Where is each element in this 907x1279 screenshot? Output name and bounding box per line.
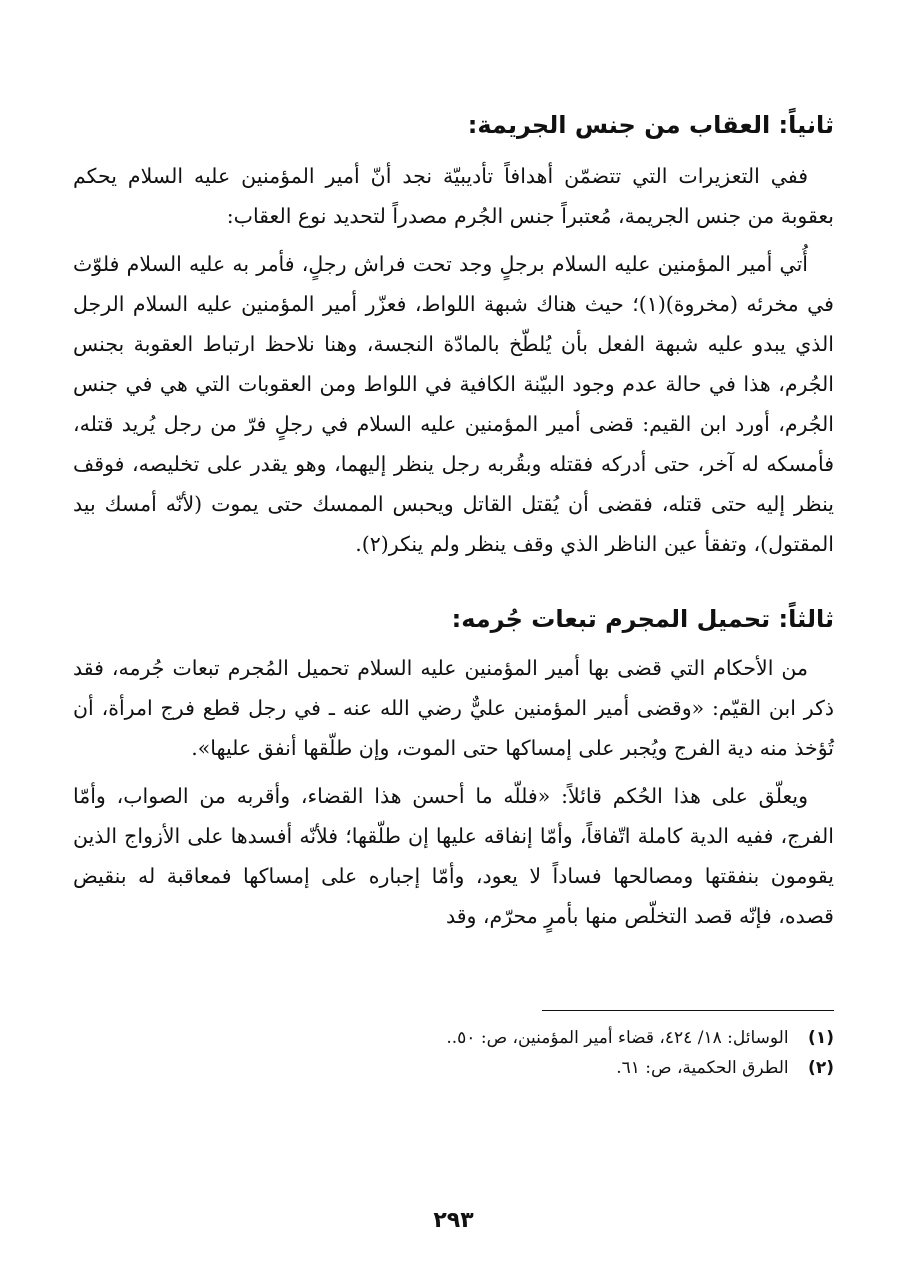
section-heading-punishment-same-kind: ثانياً: العقاب من جنس الجريمة: [467, 111, 834, 139]
paragraph-cases: أُتي أمير المؤمنين عليه السلام برجلٍ وجد تحت فراش رجلٍ، فأمر به عليه السلام فلوّث في مخرئه (مخروة)(١)؛ حيث هناك شبهة اللواط، فعزّر أمير المؤمنين عليه السلام الرجل الذي يبدو عليه شبهة الفعل بأن يُلطّخ بالمادّة النجسة، وهنا نلاحظ ارتباط العقوبة بجنس الجُرم، هذا في حالة عدم وجود البيّنة الكافية في اللواط ومن العقوبات التي هي في جنس الجُرم، أورد ابن القيم: قضى أمير المؤمنين عليه السلام في رجلٍ فرّ من رجل يُريد قتله، فأمسكه له آخر، حتى أدركه فقتله وبقُربه رجل ينظر إليهما، وهو يقدر على تخليصه، فوقف ينظر إليه حتى قتله، فقضى أن يُقتل القاتل ويحبس الممسك حتى يموت (لأنّه أمسك بيد المقتول)، وتفقأ عين الناظر الذي وقف ينظر ولم ينكر(٢). [73, 252, 834, 556]
paragraph-intro-tazir: ففي التعزيرات التي تتضمّن أهدافاً تأديبيّة نجد أنّ أمير المؤمنين عليه السلام يحكم بعقوبة من جنس الجريمة، مُعتبراً جنس الجُرم مصدراً لتحديد نوع العقاب: [73, 164, 834, 228]
footnote-2 [73, 1053, 834, 1083]
footnotes [73, 1010, 834, 1083]
footnote-text: الطرق الحكمية، ص: ٦١. [616, 1058, 789, 1078]
footnote-number: (٢) [808, 1058, 834, 1078]
footnote-separator [542, 1010, 834, 1011]
footnote-1 [73, 1023, 834, 1053]
paragraph-ibn-qayyim-quote: من الأحكام التي قضى بها أمير المؤمنين عليه السلام تحميل المُجرم تبعات جُرمه، فقد ذكر ابن القيّم: «وقضى أمير المؤمنين عليٌّ رضي الله عنه ـ في رجل قطع فرج امرأة، أن تُؤخذ منه دية الفرج ويُجبر على إمساكها حتى الموت، وإن طلّقها أنفق عليها». [73, 656, 834, 760]
section-heading-consequences: ثالثاً: تحميل المجرم تبعات جُرمه: [451, 605, 834, 633]
footnote-text: الوسائل: ١٨/ ٤٢٤، قضاء أمير المؤمنين، ص: ٥٠.. [446, 1028, 789, 1048]
page-number: ٢٩٣ [433, 1208, 474, 1233]
paragraph-commentary: ويعلّق على هذا الحُكم قائلاً: «فللّه ما أحسن هذا القضاء، وأقربه من الصواب، وأمّا الفرج، ففيه الدية كاملة اتّفاقاً، وأمّا إنفاقه عليها إن طلّقها؛ فلأنّه أفسدها على الأزواج الذين يقومون بنفقتها ومصالحها فساداً لا يعود، وأمّا إجباره على إمساكها فمعاقبة له بنقيض قصده، فإنّه قصد التخلّص منها بأمرٍ محرّم، وقد [73, 784, 834, 928]
footnote-number: (١) [808, 1028, 834, 1048]
